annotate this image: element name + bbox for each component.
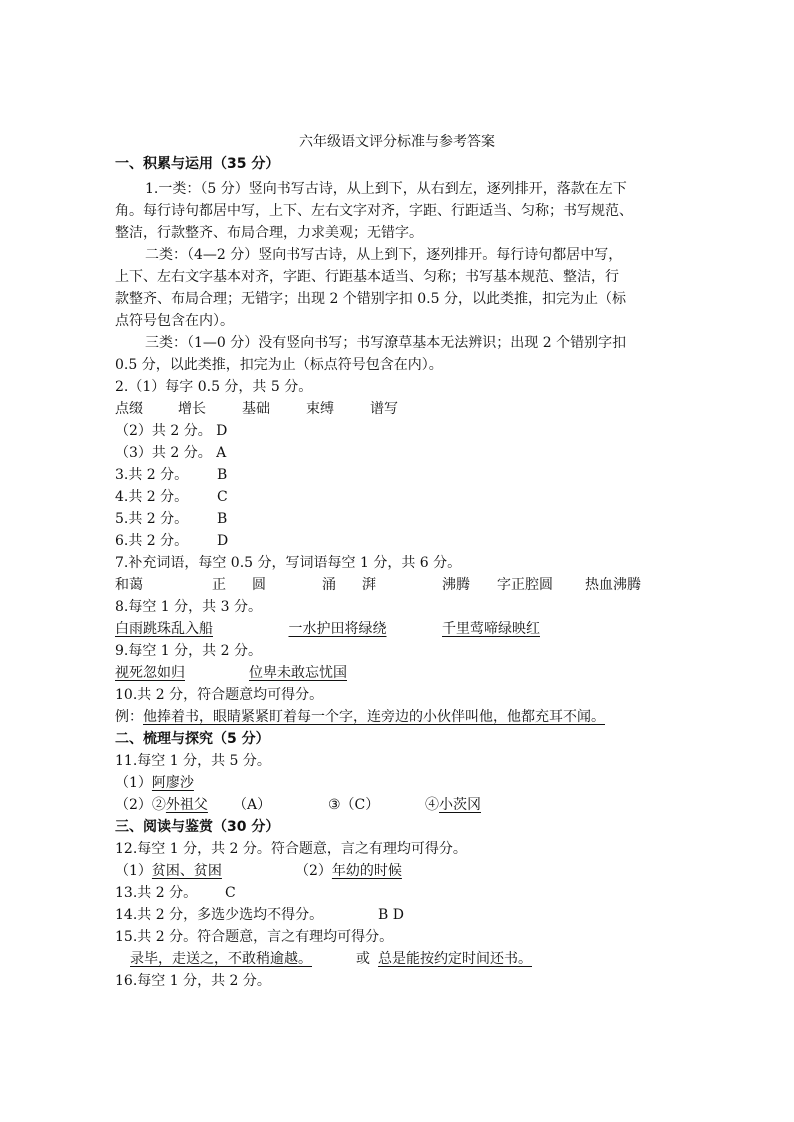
q13-label: 13.共 2 分。: [115, 885, 198, 901]
q15-answer-1: 录毕，走送之，不敢稍逾越。: [130, 951, 312, 967]
q2-part-3: （3）共 2 分。 A: [115, 445, 227, 461]
page-title: 六年级语文评分标准与参考答案: [299, 134, 495, 150]
q11-part-1-answer: 阿廖沙: [151, 775, 194, 791]
q15-heading: 15.共 2 分。符合题意，言之有理均可得分。: [115, 929, 394, 945]
q1-line-6: 款整齐、布局合理；无错字；出现 2 个错别字扣 0.5 分，以此类推，扣完为止（标: [115, 291, 626, 307]
q7-item: 圆: [252, 577, 266, 593]
q15-answer-2: 总是能按约定时间还书。: [378, 951, 532, 967]
q8-answer-3: 千里莺啼绿映红: [442, 621, 540, 637]
q16-heading: 16.每空 1 分，共 2 分。: [115, 973, 271, 989]
q5-label: 5.共 2 分。: [115, 511, 189, 527]
q13-answer: C: [225, 885, 236, 901]
q11-part-2-answer-a: 外祖父: [165, 797, 208, 813]
q2-word: 增长: [178, 401, 206, 417]
q12-part-1: [115, 862, 236, 880]
q11-part-2-d-label: ④: [425, 797, 439, 813]
q1-line-4: 二类：（4—2 分）竖向书写古诗，从上到下，逐列排开。每行诗句都居中写，: [145, 247, 623, 263]
q11-part-1: [115, 774, 194, 792]
q2-word: 谱写: [370, 401, 398, 417]
q8-answer-2: 一水护田将绿绕: [288, 621, 387, 637]
q11-part-2-answer-d: [425, 796, 481, 814]
q1-line-5: 上下、左右文字基本对齐，字距、行距基本适当、匀称；书写基本规范、整洁，行: [115, 269, 619, 285]
q11-part-1-label: （1）: [115, 775, 152, 791]
q11-heading: 11.每空 1 分，共 5 分。: [115, 753, 271, 769]
q10-example: [115, 708, 605, 726]
q1-line-3: 整洁，行款整齐、布局合理，力求美观；无错字。: [115, 225, 423, 241]
q10-heading: 10.共 2 分，符合题意均可得分。: [115, 687, 324, 703]
q6-answer: D: [217, 533, 229, 549]
q1-line-9: 0.5 分，以此类推，扣完为止（标点符号包含在内）。: [115, 357, 443, 373]
q7-item: 和蔼: [115, 577, 143, 593]
q7-item: 字正腔圆: [497, 577, 553, 593]
q4-label: 4.共 2 分。: [115, 489, 189, 505]
q8-heading: 8.每空 1 分，共 3 分。: [115, 599, 262, 615]
q7-item: 正: [212, 577, 226, 593]
q1-line-8: 三类：（1—0 分）没有竖向书写；书写潦草基本无法辨识；出现 2 个错别字扣: [145, 335, 627, 351]
q6-label: 6.共 2 分。: [115, 533, 189, 549]
section-heading-2: 二、梳理与探究（5 分）: [115, 731, 270, 747]
q11-part-2-answer-b: （A）: [233, 797, 272, 813]
q3-answer: B: [217, 467, 228, 483]
q15-or: 或: [356, 951, 370, 967]
q12-part-1-label: （1）: [115, 863, 152, 879]
q8-answer-1: 白雨跳珠乱入船: [115, 621, 213, 637]
q2-heading: 2.（1）每字 0.5 分，共 5 分。: [115, 379, 313, 395]
q1-line-2: 角。每行诗句都居中写，上下、左右文字对齐，字距、行距适当、匀称；书写规范、: [115, 203, 633, 219]
q7-item: 湃: [362, 577, 376, 593]
q1-line-1: 1.一类：（5 分）竖向书写古诗，从上到下，从右到左，逐列排开，落款在左下: [145, 181, 627, 197]
q2-word: 基础: [242, 401, 270, 417]
q11-part-2: [115, 796, 208, 814]
q14-label: 14.共 2 分，多选少选均不得分。: [115, 907, 324, 923]
q12-part-2-label: （2）: [295, 863, 332, 879]
q12-part-2-answer: 年幼的时候: [331, 863, 402, 879]
q2-word: 点缀: [115, 401, 143, 417]
q14-answer: B D: [378, 907, 404, 923]
q2-part-2: （2）共 2 分。 D: [115, 423, 228, 439]
q11-part-2-d-answer: 小茨冈: [439, 797, 481, 813]
q4-answer: C: [217, 489, 228, 505]
q9-answer-2: 位卑未敢忘忧国: [249, 665, 347, 681]
q12-part-2: [295, 862, 402, 880]
section-heading-3: 三、阅读与鉴赏（30 分）: [115, 819, 280, 835]
q1-line-7: 点符号包含在内）。: [115, 313, 234, 329]
section-heading-1: 一、积累与运用（35 分）: [115, 156, 280, 172]
q9-answer-1: 视死忽如归: [115, 665, 185, 681]
q2-word: 束缚: [306, 401, 334, 417]
q10-example-text: 他捧着书，眼睛紧紧盯着每一个字，连旁边的小伙伴叫他，他都充耳不闻。: [143, 709, 605, 725]
q5-answer: B: [217, 511, 228, 527]
q12-heading: 12.每空 1 分，共 2 分。符合题意，言之有理均可得分。: [115, 841, 467, 857]
q12-part-1-answer: 贫困、贫困: [151, 863, 222, 879]
q11-part-2-label: （2）②: [115, 797, 166, 813]
q7-item: 沸腾: [442, 577, 470, 593]
q10-example-label: 例：: [115, 709, 143, 725]
q7-item: 涌: [322, 577, 336, 593]
q7-heading: 7.补充词语，每空 0.5 分，写词语每空 1 分，共 6 分。: [115, 555, 462, 571]
q9-heading: 9.每空 1 分，共 2 分。: [115, 643, 262, 659]
q3-label: 3.共 2 分。: [115, 467, 189, 483]
q7-item: 热血沸腾: [585, 577, 641, 593]
q11-part-2-answer-c: ③（C）: [328, 797, 380, 813]
